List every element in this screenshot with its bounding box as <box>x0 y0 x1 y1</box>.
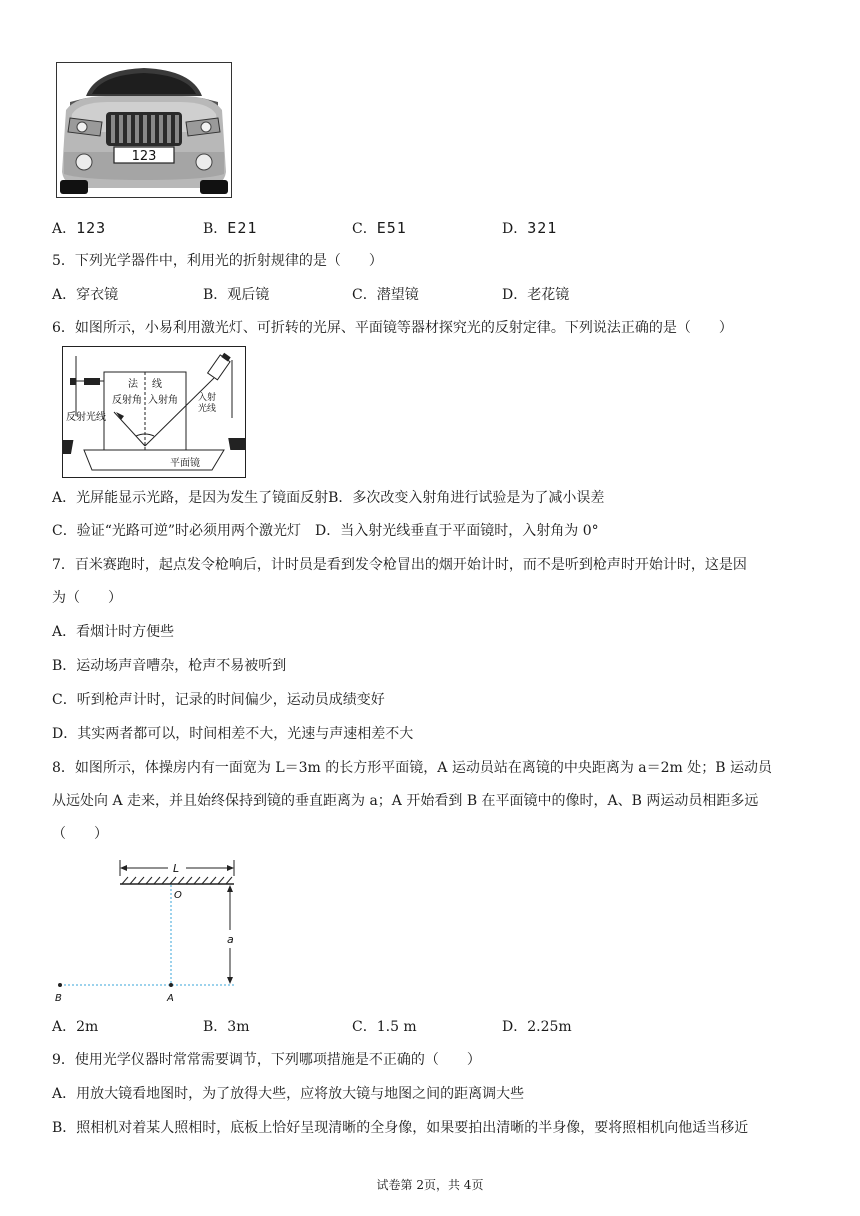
q5-option-d: D．老花镜 <box>502 287 570 303</box>
question-5-stem: 5．下列光学器件中，利用光的折射规律的是（ ） <box>52 253 383 269</box>
label-mirror: 平面镜 <box>170 458 200 469</box>
q8-option-b: B．3m <box>203 1019 250 1035</box>
reflection-diagram <box>62 346 246 478</box>
question-7-stem-2: 为（ ） <box>52 590 122 606</box>
car-option-c: C．E51 <box>352 219 407 237</box>
mirror-geometry-figure <box>50 854 250 1006</box>
mirror-geometry-diagram <box>50 854 250 1006</box>
question-8-stem-3: （ ） <box>52 826 108 842</box>
label-incident-ray-2: 光线 <box>198 404 217 414</box>
car-front-image <box>56 62 232 198</box>
q5-option-b: B．观后镜 <box>203 287 270 303</box>
label-reflected-ray: 反射光线 <box>66 412 106 423</box>
q7-option-a: A．看烟计时方便些 <box>52 624 175 640</box>
question-8-stem-2: 从远处向 A 走来，并且始终保持到镜的垂直距离为 a；A 开始看到 B 在平面镜中的像时，A、B 两运动员相距多远 <box>52 793 759 809</box>
q7-option-c: C．听到枪声计时，记录的时间偏少，运动员成绩变好 <box>52 692 385 708</box>
question-7-stem-1: 7．百米赛跑时，起点发令枪响后，计时员是看到发令枪冒出的烟开始计时，而不是听到枪声时开始计时，这是因 <box>52 557 747 573</box>
question-8-stem-1: 8．如图所示，体操房内有一面宽为 L＝3m 的长方形平面镜，A 运动员站在离镜的中央距离为 a＝2m 处；B 运动员 <box>52 760 773 776</box>
q7-option-d: D．其实两者都可以，时间相差不大，光速与声速相差不大 <box>52 726 414 742</box>
q5-option-c: C．潜望镜 <box>352 287 419 303</box>
q6-options-line-2: C．验证“光路可逆”时必须用两个激光灯 D．当入射光线垂直于平面镜时，入射角为 0° <box>52 523 599 539</box>
q9-option-a: A．用放大镜看地图时，为了放得大些，应将放大镜与地图之间的距离调大些 <box>52 1086 525 1102</box>
question-6-stem: 6．如图所示，小易利用激光灯、可折转的光屏、平面镜等器材探究光的反射定律。下列说法正确的是（ ） <box>52 320 733 336</box>
label-reflect-angle: 反射角 <box>112 395 142 406</box>
q8-option-d: D．2.25m <box>502 1019 572 1035</box>
car-figure <box>56 62 232 198</box>
license-plate-text: 123 <box>131 149 157 164</box>
car-option-b: B．E21 <box>203 219 258 237</box>
label-normal-2: 线 <box>152 379 162 390</box>
label-a: a <box>227 933 234 946</box>
q9-option-b: B．照相机对着某人照相时，底板上恰好呈现清晰的全身像，如果要拍出清晰的半身像，要将照相机向他适当移近 <box>52 1120 749 1136</box>
q6-options-line-1: A．光屏能显示光路，是因为发生了镜面反射B．多次改变入射角进行试验是为了减小误差 <box>52 490 605 506</box>
point-A <box>169 983 173 987</box>
page-footer: 试卷第 2页，共 4页 <box>376 1178 484 1192</box>
label-B: B <box>55 993 62 1004</box>
label-normal-1: 法 <box>128 379 138 390</box>
label-L: L <box>173 862 180 875</box>
reflection-experiment-figure <box>62 346 246 478</box>
label-A: A <box>167 993 174 1004</box>
car-option-a: A．123 <box>52 219 107 237</box>
label-incident-ray-1: 入射 <box>198 393 217 403</box>
question-9-stem: 9．使用光学仪器时常常需要调节，下列哪项措施是不正确的（ ） <box>52 1052 481 1068</box>
car-option-d: D．321 <box>502 219 558 237</box>
q8-option-a: A．2m <box>52 1019 99 1035</box>
label-incident-angle: 入射角 <box>148 395 178 406</box>
point-B <box>58 983 62 987</box>
q7-option-b: B．运动场声音嘈杂，枪声不易被听到 <box>52 658 287 674</box>
q8-option-c: C．1.5 m <box>352 1019 417 1035</box>
label-O: O <box>174 890 182 901</box>
q5-option-a: A．穿衣镜 <box>52 287 119 303</box>
